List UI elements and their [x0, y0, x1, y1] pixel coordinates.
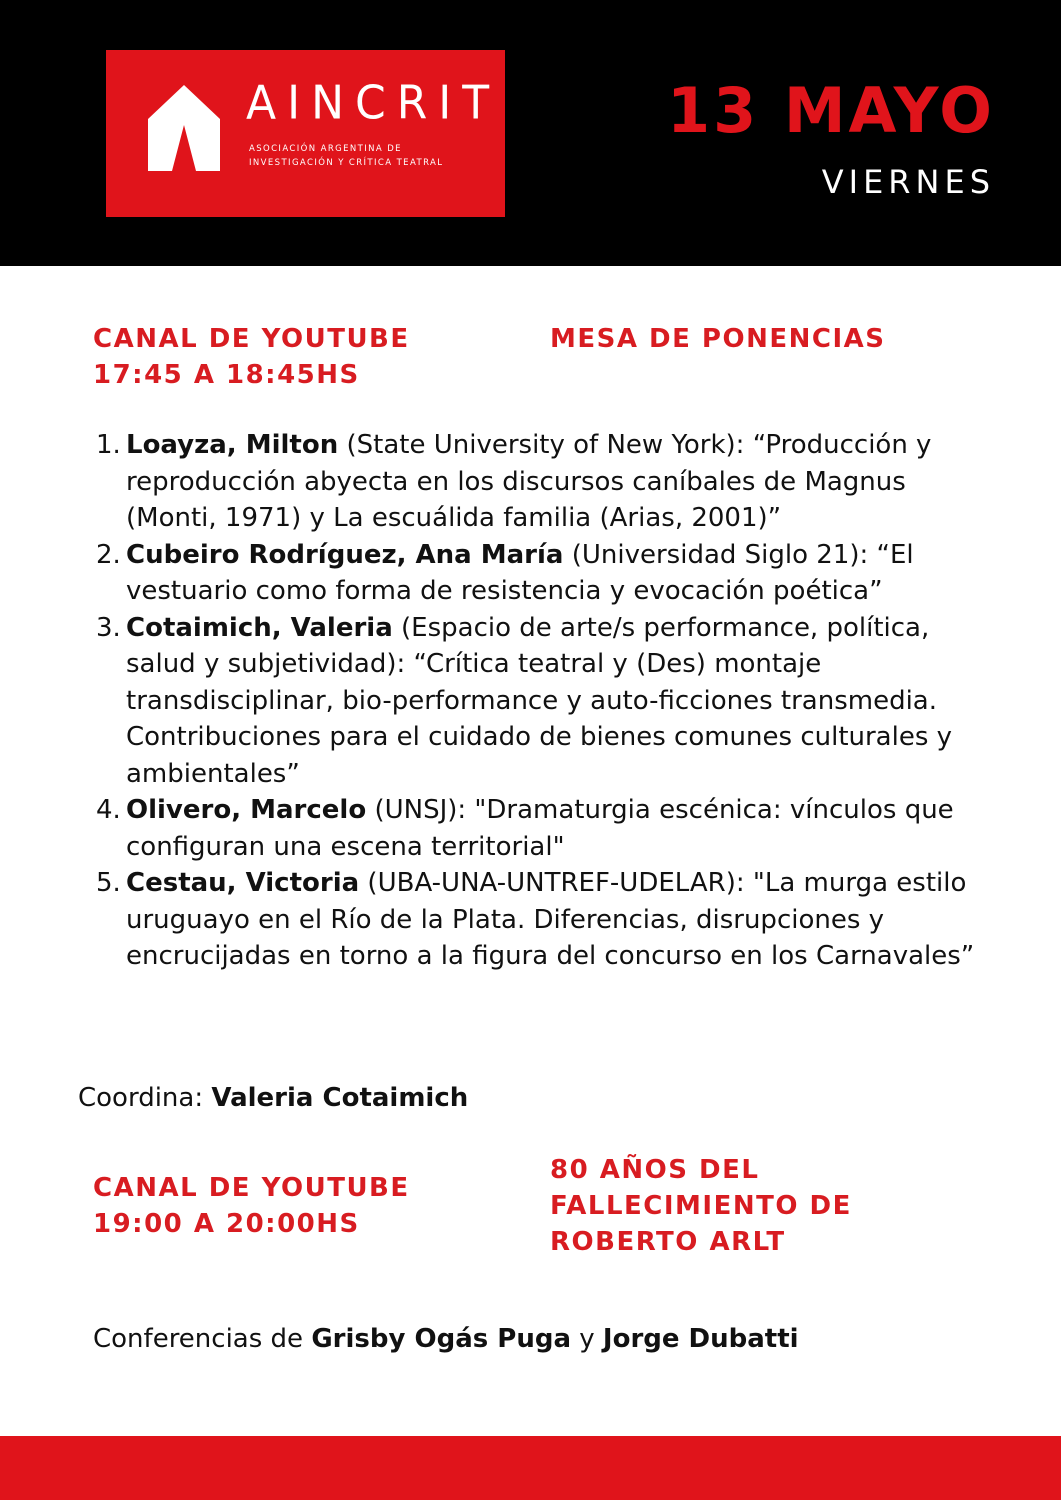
talk-author: Olivero, Marcelo	[126, 795, 367, 825]
talk-author: Cotaimich, Valeria	[126, 612, 393, 643]
talk-author: Cubeiro Rodríguez, Ana María	[126, 539, 564, 570]
tent-icon	[144, 83, 224, 173]
talk-author: Loayza, Milton	[126, 430, 339, 460]
footer-band	[0, 1436, 1061, 1500]
speaker-2: Jorge Dubatti	[602, 1324, 799, 1354]
list-item: 1. Loayza, Milton (State University of New York): “Producción y reproducción abyecta en los discursos caníbales de Magnus (Monti, 1971) y La escuálida familia (Arias, 2001)”	[96, 430, 932, 533]
session2-channel: CANAL DE YOUTUBE	[93, 1173, 410, 1203]
header-band	[0, 0, 1061, 266]
session2-title: 80 AÑOS DEL FALLECIMIENTO DE ROBERTO ARLT	[550, 1155, 852, 1257]
talk-details: (Espacio de arte/s performance, política, salud y subjetividad): “Crítica teatral y (Des) montaje transdisciplinar, bio-performance y auto-ficciones transmedia. Contribuciones para el cuidado de bienes comunes culturales y ambientales”	[126, 612, 953, 789]
talk-details: (Universidad Siglo 21): “El vestuario como forma de resistencia y evocación poética”	[126, 539, 914, 606]
event-weekday: VIERNES	[821, 163, 995, 201]
talk-details: (UBA-UNA-UNTREF-UDELAR): "La murga estilo uruguayo en el Río de la Plata. Diferencias, disrupciones y encrucijadas en torno a la figura del concurso en los Carnavales”	[126, 868, 975, 971]
session1-channel: CANAL DE YOUTUBE	[93, 324, 410, 354]
session1-time: 17:45 A 18:45HS	[93, 360, 360, 390]
session2-time: 19:00 A 20:00HS	[93, 1209, 360, 1239]
talk-author: Cestau, Victoria	[126, 868, 360, 898]
coordinator-line: Coordina: Valeria Cotaimich	[78, 1083, 469, 1113]
list-item: 2. Cubeiro Rodríguez, Ana María (Universidad Siglo 21): “El vestuario como forma de resistencia y evocación poética”	[96, 539, 914, 606]
talk-details: (UNSJ): "Dramaturgia escénica: vínculos que configuran una escena territorial"	[126, 795, 954, 862]
aincrit-logo	[106, 50, 505, 217]
logo-name: AINCRIT	[246, 76, 501, 131]
session2-schedule	[93, 1170, 410, 1242]
talk-details: (State University of New York): “Producción y reproducción abyecta en los discursos caníbales de Magnus (Monti, 1971) y La escuálida familia (Arias, 2001)”	[126, 430, 932, 533]
conference-line: Conferencias de Grisby Ogás Puga y Jorge Dubatti	[93, 1324, 799, 1354]
list-item: 5. Cestau, Victoria (UBA-UNA-UNTREF-UDELAR): "La murga estilo uruguayo en el Río de la Plata. Diferencias, disrupciones y encrucijadas en torno a la figura del concurso en los Carnavales”	[96, 868, 975, 971]
logo-subtitle: ASOCIACIÓN ARGENTINA DE INVESTIGACIÓN Y CRÍTICA TEATRAL	[249, 144, 444, 168]
session1-title: MESA DE PONENCIAS	[550, 324, 886, 354]
list-item: 3. Cotaimich, Valeria (Espacio de arte/s performance, política, salud y subjetividad): “Crítica teatral y (Des) montaje transdisciplinar, bio-performance y auto-ficciones transmedia. Contribuciones para el cuidado de bienes comunes culturales y ambientales”	[96, 612, 953, 789]
coordinator-name: Valeria Cotaimich	[211, 1083, 469, 1113]
talks-list	[96, 427, 996, 975]
speaker-1: Grisby Ogás Puga	[311, 1324, 571, 1354]
event-date: 13 MAYO	[666, 74, 995, 147]
session1-schedule	[93, 321, 410, 393]
list-item: 4. Olivero, Marcelo (UNSJ): "Dramaturgia escénica: vínculos que configuran una escena territorial"	[96, 795, 954, 862]
